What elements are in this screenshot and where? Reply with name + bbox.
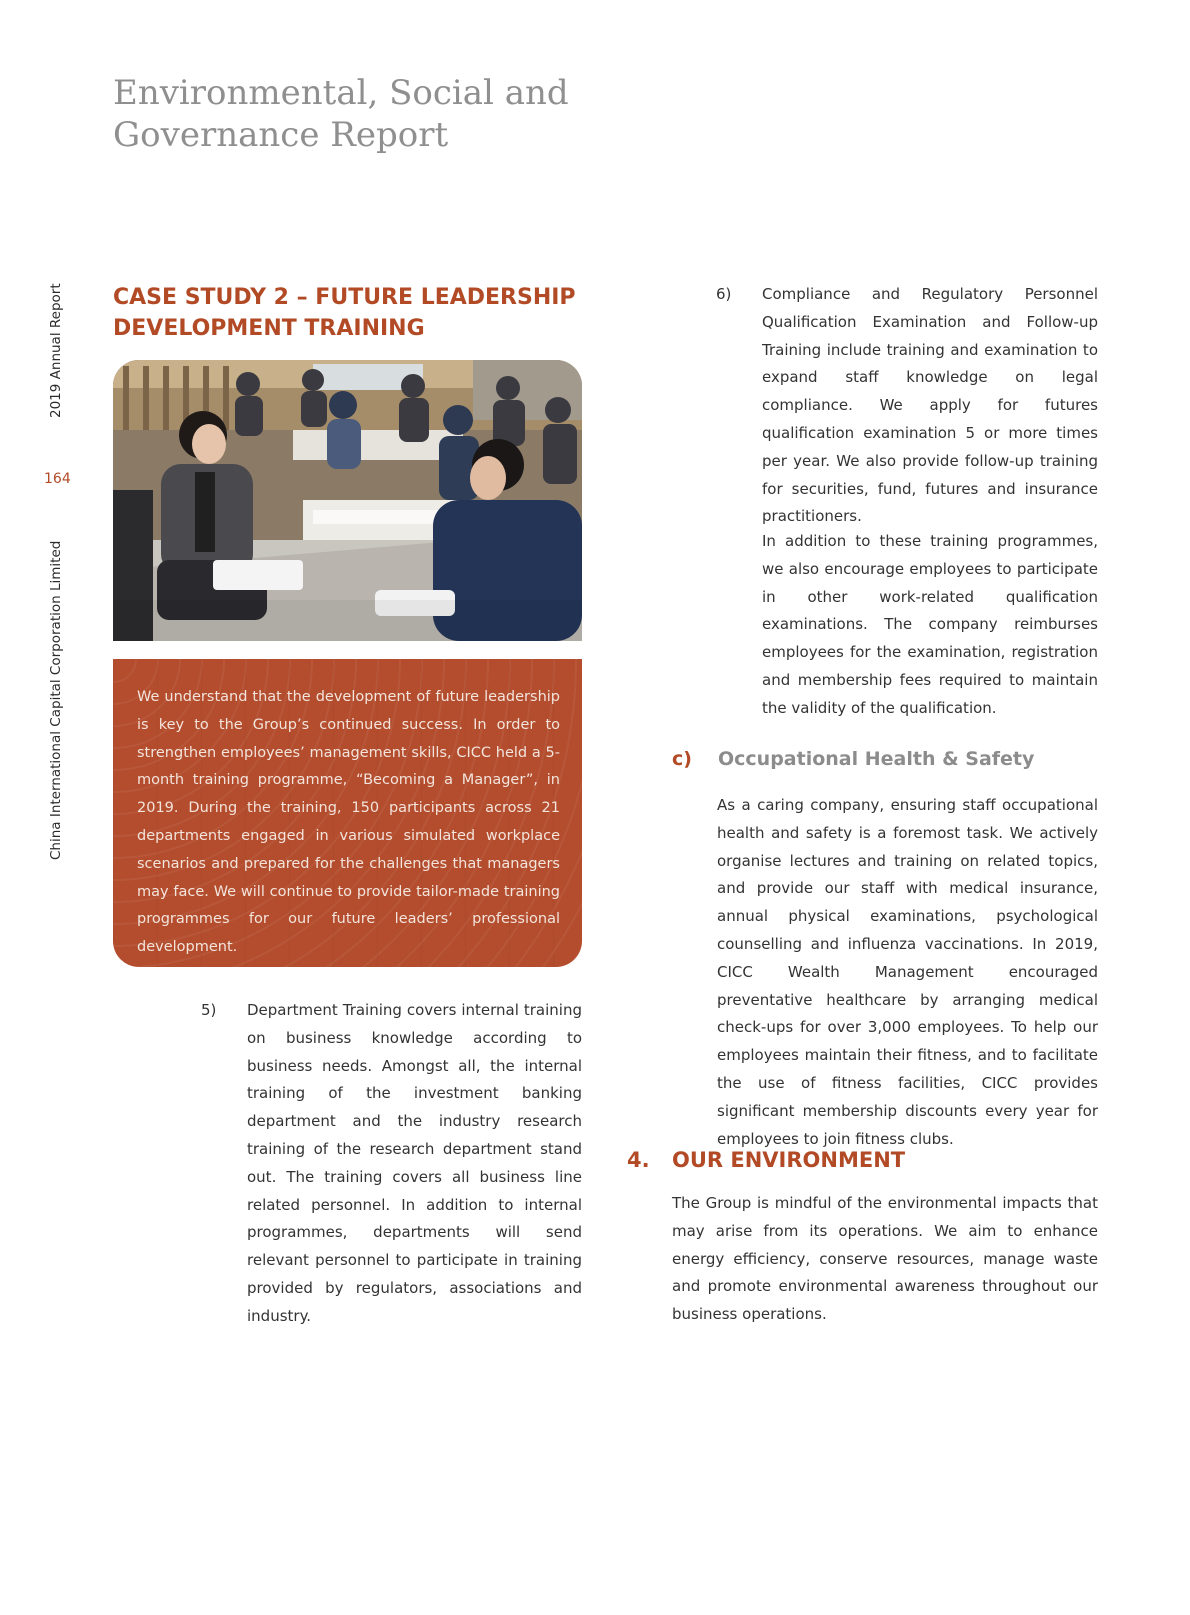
page-title-line-1: Environmental, Social and (113, 73, 569, 113)
health-safety-paragraph: As a caring company, ensuring staff occupational health and safety is a foremost task. We actively organise lectures and training on related topics, and provide our staff with medical insurance, annual physical examinations, psychological counselling and influenza vaccinations. In 2019, CICC Wealth Management encouraged preventative healthcare by arranging medical check-ups for over 3,000 employees. To help our employees maintain their fitness, and to facilitate the use of fitness facilities, CICC provides significant membership discounts every year for employees to join fitness clubs. (717, 796, 1098, 1148)
environment-number: 4. (627, 1148, 650, 1172)
case-study-text: We understand that the development of future leadership is key to the Group’s continued success. In order to strengthen employees’ management skills, CICC held a 5-month training programme, “Becoming a Manager”, in 2019. During the training, 150 participants across 21 departments engaged in various simulated workplace scenarios and prepared for the challenges that managers may face. We will continue to provide tailor-made training programmes for our future leaders’ professional development. (137, 689, 560, 956)
page-title (113, 72, 569, 156)
environment-paragraph: The Group is mindful of the environmental impacts that may arise from its operations. We aim to enhance energy efficiency, conserve resources, manage waste and promote environmental awareness throughout our business operations. (672, 1194, 1098, 1324)
list-item-number: 6) (716, 285, 732, 303)
page-number: 164 (44, 471, 71, 487)
case-study-box (113, 659, 582, 967)
list-item-number: 5) (201, 1001, 217, 1019)
environment-title: OUR ENVIRONMENT (672, 1148, 906, 1172)
training-session-photo (113, 360, 582, 641)
health-safety-title: Occupational Health & Safety (718, 748, 1035, 770)
annual-report-label: 2019 Annual Report (48, 283, 64, 418)
qualification-paragraph: In addition to these training programmes, we also encourage employees to participate in other work-related qualification examinations. The company reimburses employees for the examination, registration and membership fees required to maintain the validity of the qualification. (762, 532, 1098, 717)
health-safety-number: c) (672, 748, 692, 770)
list-item-text: Compliance and Regulatory Personnel Qualification Examination and Follow-up Training include training and examination to expand staff knowledge on legal compliance. We apply for futures qualification examination 5 or more times per year. We also provide follow-up training for securities, fund, futures and insurance practitioners. (762, 285, 1098, 526)
list-item-text: Department Training covers internal training on business knowledge according to business needs. Amongst all, the internal training of the investment banking department and the industry research training of the research department stand out. The training covers all business line related personnel. In addition to internal programmes, departments will send relevant personnel to participate in training provided by regulators, associations and industry. (247, 1001, 582, 1325)
company-name-label: China International Capital Corporation Limited (48, 540, 64, 860)
page-title-line-2: Governance Report (113, 115, 449, 155)
case-study-title: CASE STUDY 2 – FUTURE LEADERSHIP DEVELOPMENT TRAINING (113, 285, 576, 341)
